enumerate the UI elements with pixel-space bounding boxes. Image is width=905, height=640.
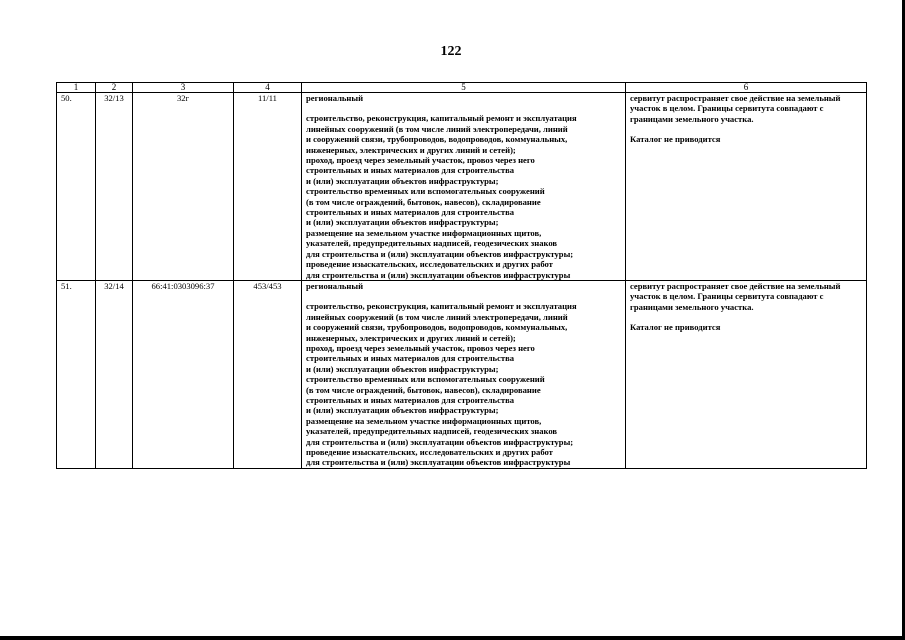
column-header-6: 6 <box>626 83 867 93</box>
column-header-1: 1 <box>57 83 96 93</box>
significance-category: региональный <box>306 280 364 291</box>
catalog-note: Каталог не приводится <box>630 134 721 145</box>
significance-category: региональный <box>306 93 364 103</box>
easement-note: сервитут распространяет свое действие на земельный участок в целом. Границы сервитута совпадают с границами земельного участка. <box>630 93 841 124</box>
catalog-note: Каталог не приводится <box>630 322 721 333</box>
easement-purpose: строительство, реконструкция, капитальный ремонт и эксплуатация линейных сооружений (в том числе линий электропередачи, линий и сооружений связи, трубопроводов, водопроводов, коммунальных, инженерных, электрических и других линий и сетей); проход, проезд через земельный участок, провоз через него строительных и иных материалов для строительства и (или) эксплуатации объектов инфраструктуры; строительство временных или вспомогательных сооружений (в том числе ограждений, бытовок, навесов), складирование строительных и иных материалов для строительства и (или) эксплуатации объектов инфраструктуры; размещение на земельном участке информационных щитов, указателей, предупредительных надписей, геодезических знаков для строительства и (или) эксплуатации объектов инфраструктуры; проведение изыскательских, исследовательских и других работ для строительства и (или) эксплуатации объектов инфраструктуры <box>306 301 577 468</box>
column-header-2: 2 <box>96 83 133 93</box>
note-cell <box>626 280 867 468</box>
table-row <box>57 280 867 468</box>
row-number: 51. <box>57 280 96 468</box>
purpose-cell <box>302 280 626 468</box>
cadastral-number: 66:41:0303096:37 <box>133 280 234 468</box>
column-header-3: 3 <box>133 83 234 93</box>
area-value: 453/453 <box>234 280 302 468</box>
column-header-4: 4 <box>234 83 302 93</box>
cadastral-number: 32г <box>133 93 234 281</box>
purpose-cell <box>302 93 626 281</box>
row-number: 50. <box>57 93 96 281</box>
table-row <box>57 93 867 281</box>
zone-number: 32/14 <box>96 280 133 468</box>
easement-purpose: строительство, реконструкция, капитальный ремонт и эксплуатация линейных сооружений (в том числе линий электропередачи, линий и сооружений связи, трубопроводов, водопроводов, коммунальных, инженерных, электрических и других линий и сетей); проход, проезд через земельный участок, провоз через него строительных и иных материалов для строительства и (или) эксплуатации объектов инфраструктуры; строительство временных или вспомогательных сооружений (в том числе ограждений, бытовок, навесов), складирование строительных и иных материалов для строительства и (или) эксплуатации объектов инфраструктуры; размещение на земельном участке информационных щитов, указателей, предупредительных надписей, геодезических знаков для строительства и (или) эксплуатации объектов инфраструктуры; проведение изыскательских, исследовательских и других работ для строительства и (или) эксплуатации объектов инфраструктуры <box>306 113 577 280</box>
easement-table <box>56 82 867 469</box>
zone-number: 32/13 <box>96 93 133 281</box>
area-value: 11/11 <box>234 93 302 281</box>
page-number: 122 <box>440 44 462 59</box>
easement-note: сервитут распространяет свое действие на земельный участок в целом. Границы сервитута совпадают с границами земельного участка. <box>630 280 841 312</box>
note-cell <box>626 93 867 281</box>
column-header-5: 5 <box>302 83 626 93</box>
header-row <box>57 83 867 93</box>
